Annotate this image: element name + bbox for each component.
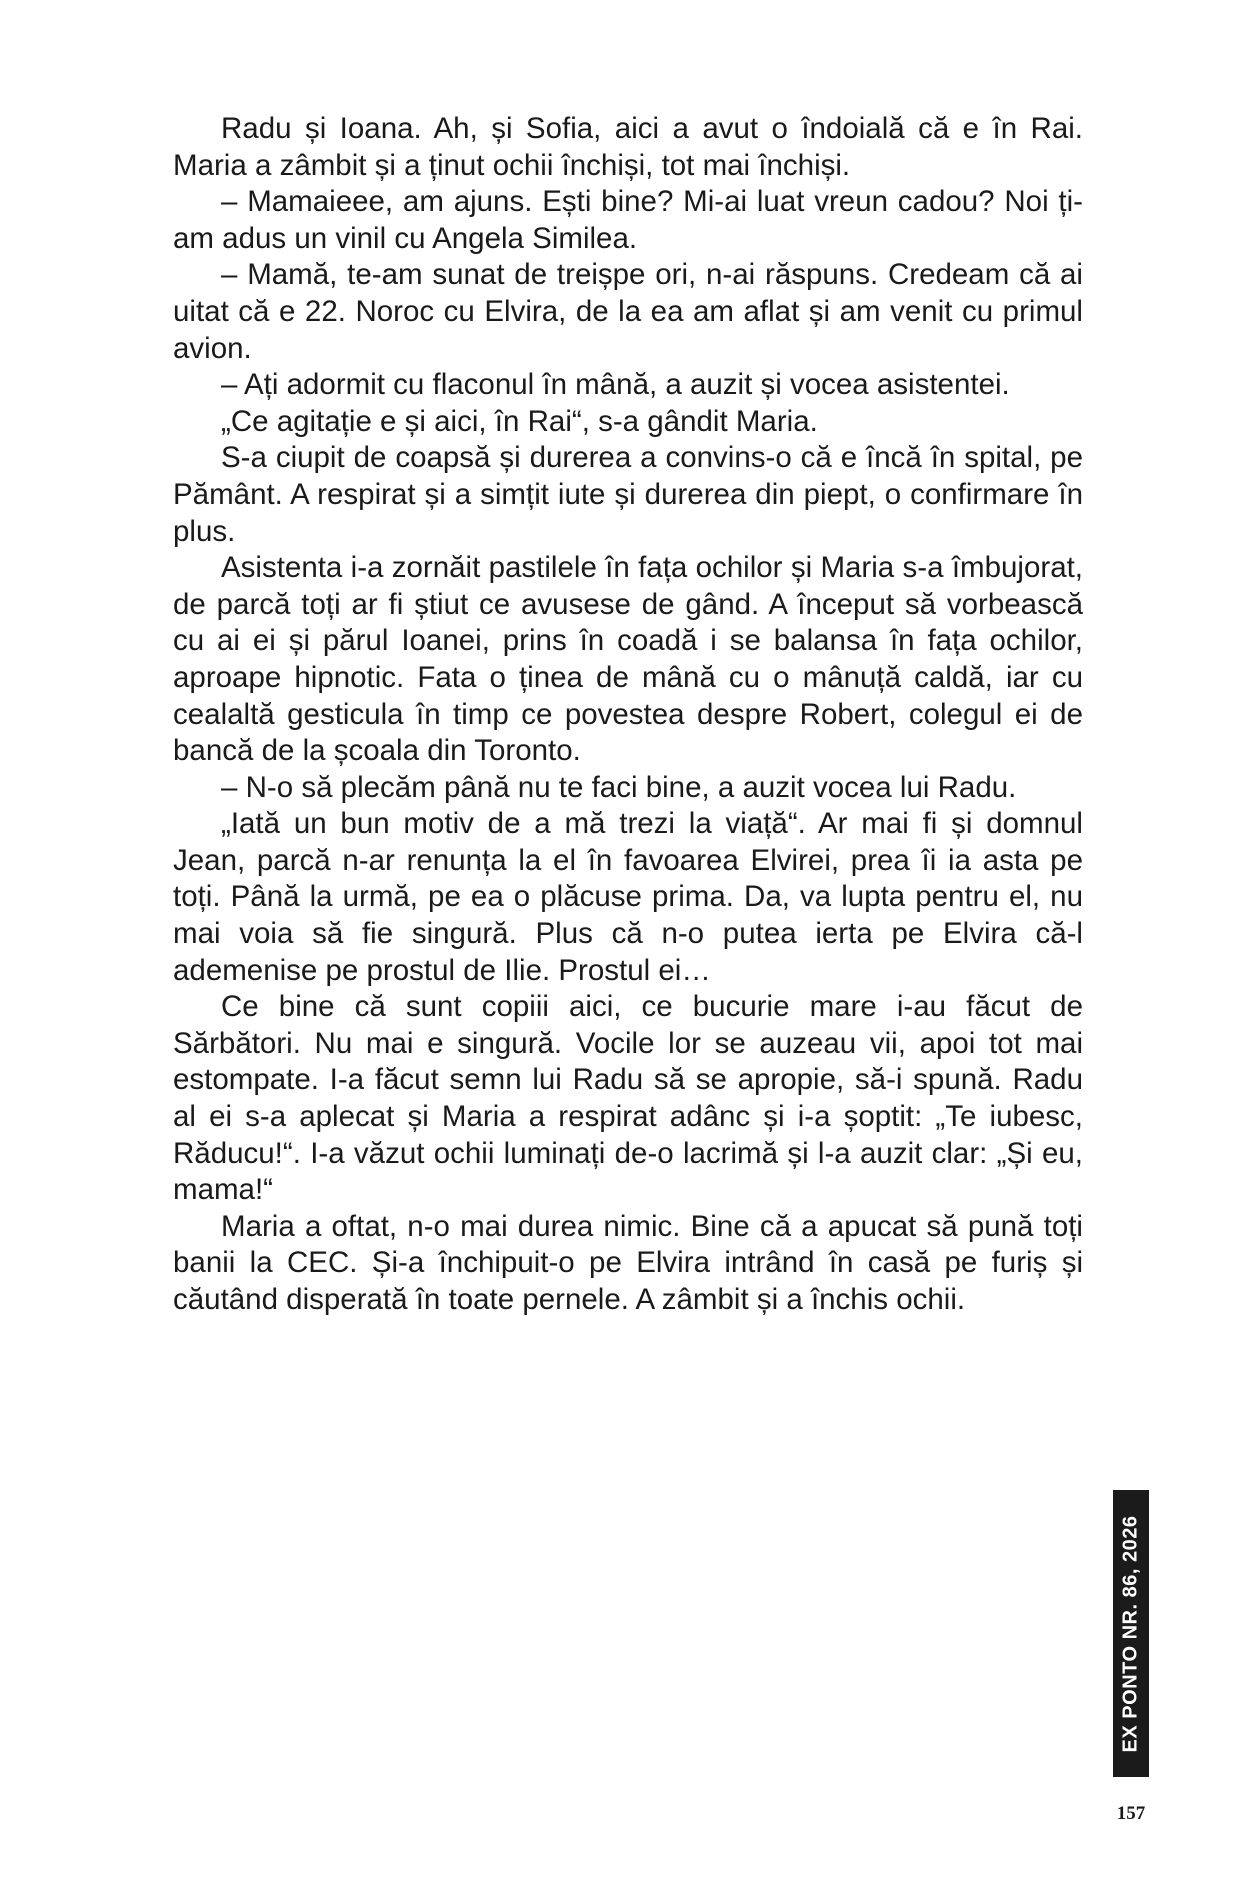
page-number: 157 [1116, 1803, 1146, 1824]
paragraph-9: „Iată un bun motiv de a mă trezi la viață“. Ar mai fi și domnul Jean, parcă n-ar renunța la el în favoarea Elvirei, prea îi ia asta pe toți. Până la urmă, pe ea o plăcuse prima. Da, va lupta pentru el, nu mai voia să fie singură. Plus că n-o putea ierta pe Elvira că-l ademenise pe prostul de Ilie. Prostul ei… [173, 807, 1083, 987]
paragraph-1: Radu și Ioana. Ah, și Sofia, aici a avut o îndoială că e în Rai. Maria a zâmbit și a ținut ochii închiși, tot mai închiși. [173, 112, 1083, 182]
paragraph-2: – Mamaieee, am ajuns. Ești bine? Mi-ai luat vreun cadou? Noi ți-am adus un vinil cu Angela Similea. [173, 185, 1083, 255]
paragraph-11: Maria a oftat, n-o mai durea nimic. Bine că a apucat să pună toți banii la CEC. Și-a închipuit-o pe Elvira intrând în casă pe furiș și căutând disperată în toate pernele. A zâmbit și a închis ochii. [173, 1209, 1083, 1316]
body-text [173, 111, 1083, 1319]
paragraph-4: – Ați adormit cu flaconul în mână, a auzit și vocea asistentei. [221, 368, 1010, 402]
journal-side-tab [1113, 1490, 1149, 1777]
paragraph-8: – N-o să plecăm până nu te faci bine, a auzit vocea lui Radu. [221, 770, 1017, 804]
paragraph-3: – Mamă, te-am sunat de treișpe ori, n-ai răspuns. Credeam că ai uitat că e 22. Noroc cu Elvira, de la ea am aflat și am venit cu primul avion. [173, 258, 1083, 365]
journal-issue-label: EX PONTO NR. 86, 2026 [1119, 1515, 1142, 1752]
paragraph-7: Asistenta i-a zornăit pastilele în fața ochilor și Maria s-a îmbujorat, de parcă toți ar fi știut ce avusese de gând. A început să vorbească cu ai ei și părul Ioanei, prins în coadă i se balansa în fața ochilor, aproape hipnotic. Fata o ținea de mână cu o mânuță caldă, iar cu cealaltă gesticula în timp ce povestea despre Robert, colegul ei de bancă de la școala din Toronto. [173, 551, 1083, 768]
paragraph-10: Ce bine că sunt copiii aici, ce bucurie mare i-au făcut de Sărbători. Nu mai e singură. Vocile lor se auzeau vii, apoi tot mai estompate. I-a făcut semn lui Radu să se apropie, să-i spună. Radu al ei s-a aplecat și Maria a respirat adânc și i-a șoptit: „Te iubesc, Răducu!“. I-a văzut ochii luminați de-o lacrimă și l-a auzit clar: „Și eu, mama!“ [173, 990, 1083, 1207]
paragraph-5: „Ce agitație e și aici, în Rai“, s-a gândit Maria. [221, 404, 818, 438]
paragraph-6: S-a ciupit de coapsă și durerea a convins-o că e încă în spital, pe Pământ. A respirat și a simțit iute și durerea din piept, o confirmare în plus. [173, 441, 1083, 548]
